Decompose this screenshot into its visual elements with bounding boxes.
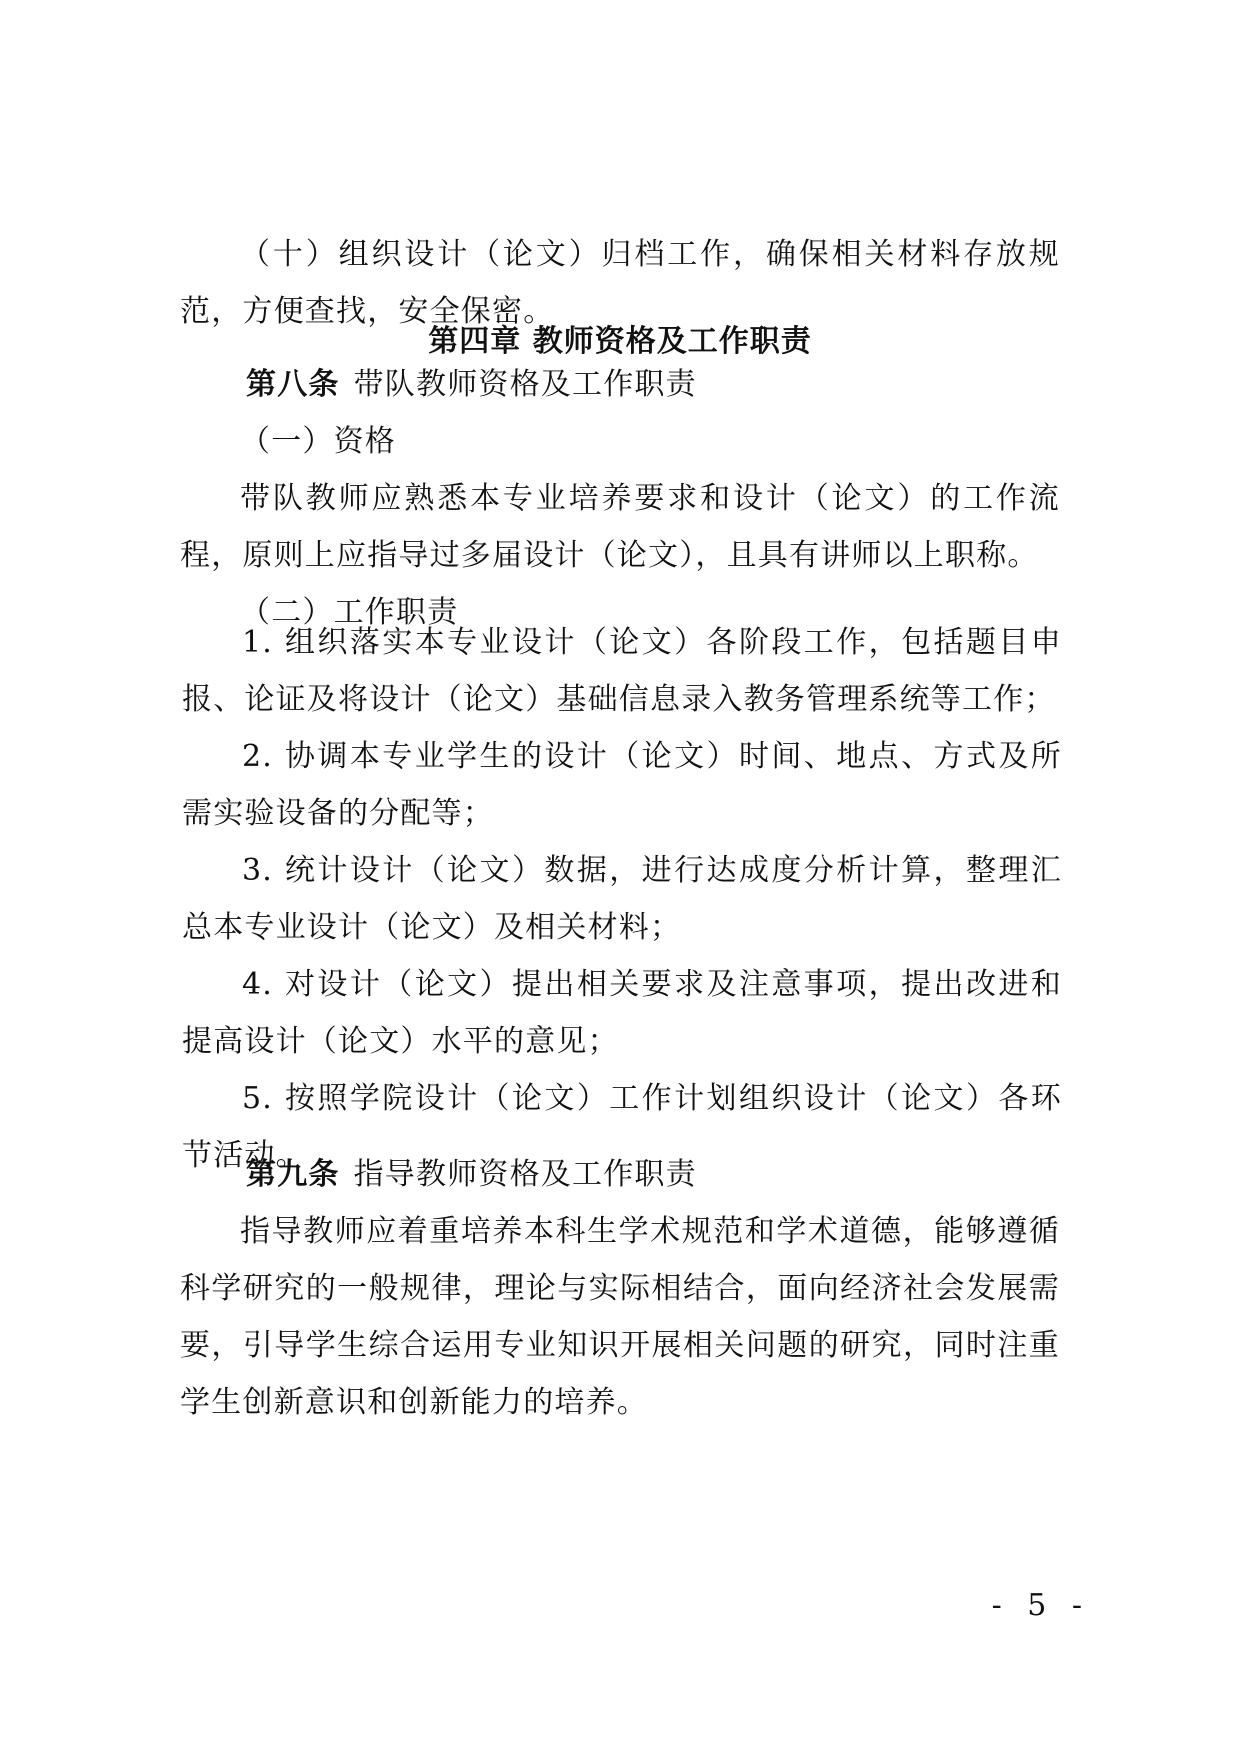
duty-item-1: 1. 组织落实本专业设计（论文）各阶段工作，包括题目申报、论证及将设计（论文）基础信息录入教务管理系统等工作； bbox=[182, 625, 1062, 717]
page-number: - 5 - bbox=[991, 1588, 1090, 1623]
article-9 bbox=[180, 1146, 1060, 1431]
duty-item-2: 2. 协调本专业学生的设计（论文）时间、地点、方式及所需实验设备的分配等； bbox=[182, 739, 1062, 831]
article-8-section-2-heading: （二）工作职责 bbox=[240, 595, 459, 630]
duty-item-4: 4. 对设计（论文）提出相关要求及注意事项，提出改进和提高设计（论文）水平的意见； bbox=[182, 967, 1062, 1059]
article-8-title: 带队教师资格及工作职责 bbox=[353, 367, 697, 402]
article-9-number: 第九条 bbox=[246, 1157, 340, 1192]
article-9-heading bbox=[180, 1146, 1060, 1203]
article-8-heading bbox=[180, 356, 1060, 413]
paragraph-archive: （十）组织设计（论文）归档工作，确保相关材料存放规范，方便查找，安全保密。 bbox=[180, 237, 1060, 329]
article-9-title: 指导教师资格及工作职责 bbox=[353, 1157, 697, 1192]
article-8-section-1-heading: （一）资格 bbox=[240, 424, 396, 459]
chapter-title: 第四章 教师资格及工作职责 bbox=[428, 324, 812, 359]
article-8-section-1-text: 带队教师应熟悉本专业培养要求和设计（论文）的工作流程，原则上应指导过多届设计（论文），且具有讲师以上职称。 bbox=[180, 481, 1060, 573]
article-9-text: 指导教师应着重培养本科生学术规范和学术道德，能够遵循科学研究的一般规律，理论与实际相结合，面向经济社会发展需要，引导学生综合运用专业知识开展相关问题的研究，同时注重学生创新意识和创新能力的培养。 bbox=[180, 1214, 1060, 1420]
duty-item-5: 5. 按照学院设计（论文）工作计划组织设计（论文）各环节活动。 bbox=[182, 1081, 1062, 1173]
duty-item-3: 3. 统计设计（论文）数据，进行达成度分析计算，整理汇总本专业设计（论文）及相关材料； bbox=[182, 853, 1062, 945]
article-8 bbox=[180, 356, 1060, 641]
article-8-number: 第八条 bbox=[246, 367, 340, 402]
article-8-duties bbox=[182, 614, 1062, 1184]
